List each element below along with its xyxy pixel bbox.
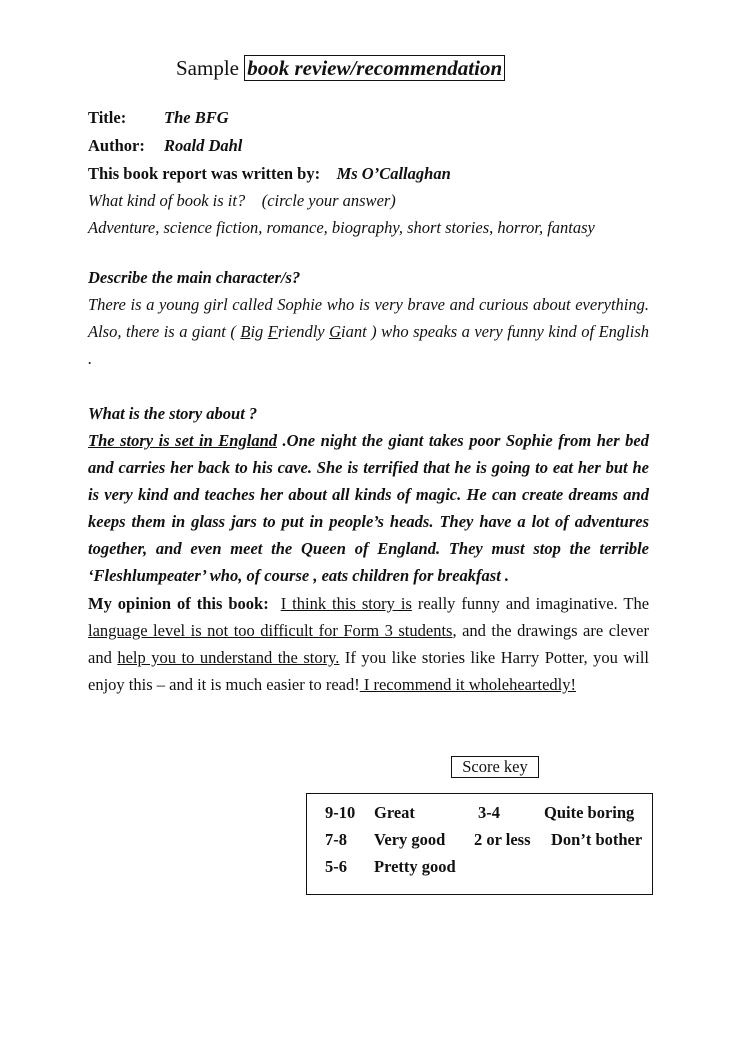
score-desc: Don’t bother xyxy=(551,830,643,849)
page-title xyxy=(176,54,505,82)
book-kind-question-row xyxy=(88,191,396,211)
opinion-underline-4: I recommend it wholeheartedly! xyxy=(359,675,576,694)
score-range: 3-4 xyxy=(478,803,500,822)
page-title-boxed: book review/recommendation xyxy=(244,55,505,81)
opinion-text-2: , and the drawings are clever and xyxy=(88,621,649,667)
book-kind-question: What kind of book is it? xyxy=(88,191,246,210)
bfg-letter-b: B xyxy=(240,322,251,341)
characters-heading: Describe the main character/s? xyxy=(88,268,301,287)
story-lead: The story is set in England xyxy=(88,431,277,450)
score-desc: Very good xyxy=(374,830,446,849)
author-label: Author: xyxy=(88,136,145,155)
story-paragraph xyxy=(88,427,649,589)
score-desc: Quite boring xyxy=(544,803,635,822)
opinion-underline-1: I think this story is xyxy=(280,594,412,613)
score-desc: Great xyxy=(374,803,415,822)
characters-text: There is a young girl called Sophie who is very brave and curious about everything. Also, there is a giant ( xyxy=(88,295,649,341)
opinion-paragraph xyxy=(88,590,649,698)
score-key-label: Score key xyxy=(451,756,539,778)
title-label: Title: xyxy=(88,108,127,127)
page-title-prefix: Sample xyxy=(176,56,239,80)
bfg-letter-g: G xyxy=(329,322,342,341)
bfg-word-big: ig xyxy=(250,322,268,341)
written-by-value: Ms O’Callaghan xyxy=(336,164,451,183)
title-value: The BFG xyxy=(164,108,229,127)
characters-paragraph xyxy=(88,291,649,372)
bfg-word-giant: iant ) who speaks a very funny kind of English . xyxy=(88,322,650,368)
title-row xyxy=(88,108,229,128)
story-heading: What is the story about ? xyxy=(88,404,258,423)
opinion-text-1: really funny and imaginative. The xyxy=(411,594,650,613)
book-kind-options: Adventure, science fiction, romance, biography, short stories, horror, fantasy xyxy=(88,218,595,237)
written-by-row xyxy=(88,164,451,184)
score-range: 7-8 xyxy=(325,830,347,849)
opinion-text-3: If you like stories like Harry Potter, you will enjoy this – and it is much easier to read! xyxy=(88,648,650,694)
score-key-table xyxy=(306,793,653,895)
opinion-underline-3: help you to understand the story. xyxy=(117,648,340,667)
author-row xyxy=(88,136,242,156)
written-by-label: This book report was written by: xyxy=(88,164,321,183)
book-kind-hint: (circle your answer) xyxy=(261,191,396,210)
author-value: Roald Dahl xyxy=(164,136,243,155)
opinion-underline-2: language level is not too difficult for Form 3 students xyxy=(88,621,453,640)
bfg-word-friendly: riendly xyxy=(277,322,330,341)
bfg-letter-f: F xyxy=(267,322,278,341)
opinion-label: My opinion of this book: xyxy=(88,594,269,613)
score-range: 9-10 xyxy=(325,803,356,822)
score-range: 2 or less xyxy=(474,830,531,849)
opinion-spacer xyxy=(269,594,281,613)
score-desc: Pretty good xyxy=(374,857,456,876)
score-range: 5-6 xyxy=(325,857,347,876)
story-text: .One night the giant takes poor Sophie from her bed and carries her back to his cave. She is terrified that he is going to eat her but he is very kind and teaches her about all kinds of magic. He can create dreams and keeps them in glass jars to put in people’s heads. They have a lot of adventures together, and even meet the Queen of England. They must stop the terrible ‘Fleshlumpeater’ who, of course , eats children for breakfast . xyxy=(88,431,649,585)
